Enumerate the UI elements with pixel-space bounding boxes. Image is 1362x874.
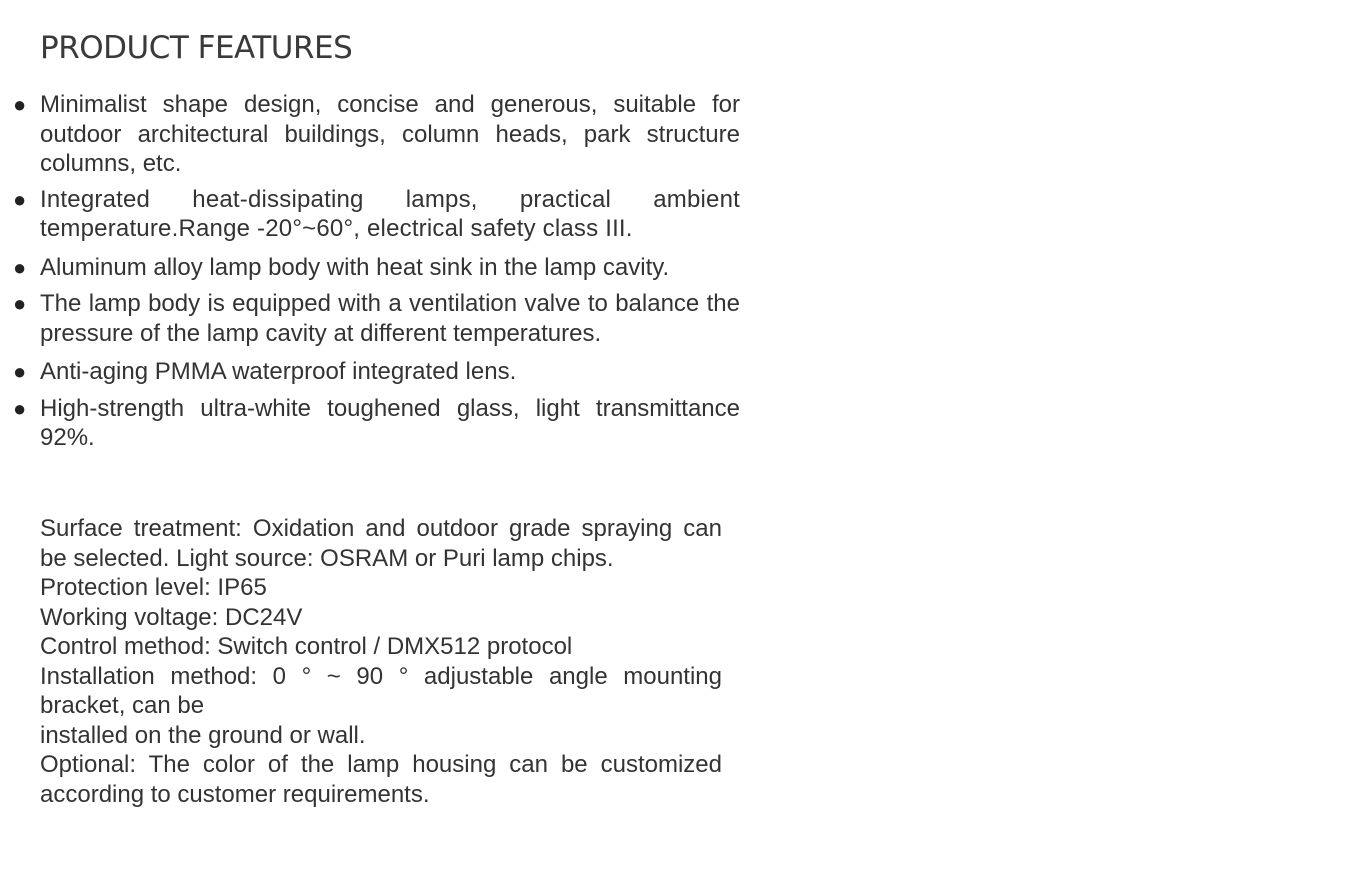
spec-installation-continued: installed on the ground or wall. bbox=[40, 721, 366, 749]
list-item bbox=[13, 357, 740, 387]
list-item bbox=[13, 90, 740, 179]
spec-protection-level: Protection level: IP65 bbox=[40, 574, 267, 601]
spec-control-method: Control method: Switch control / DMX512 protocol bbox=[40, 633, 573, 660]
bullet-icon: ● bbox=[13, 254, 27, 280]
feature-text: High-strength ultra-white toughened glass, light transmittance 92%. bbox=[40, 394, 740, 451]
list-item bbox=[13, 253, 740, 283]
spec-surface-treatment: Surface treatment: Oxidation and outdoor grade spraying can be selected. Light source: OSRAM or Puri lamp chips. bbox=[40, 515, 722, 572]
bullet-icon: ● bbox=[13, 291, 27, 316]
page-title: PRODUCT FEATURES bbox=[40, 30, 353, 66]
feature-text: Integrated heat-dissipating lamps, practical ambient temperature.Range -20°~60°, electrical safety class III. bbox=[40, 185, 740, 242]
specifications-block bbox=[40, 514, 722, 809]
spec-working-voltage: Working voltage: DC24V bbox=[40, 603, 303, 631]
bullet-icon: ● bbox=[13, 186, 27, 212]
feature-text: Aluminum alloy lamp body with heat sink in the lamp cavity. bbox=[40, 253, 670, 281]
list-item bbox=[13, 185, 740, 244]
bullet-icon: ● bbox=[13, 359, 27, 384]
spec-installation-method: Installation method: 0 ° ~ 90 ° adjustable angle mounting bracket, can be bbox=[40, 662, 722, 719]
spec-optional: Optional: The color of the lamp housing can be customized according to customer requirements. bbox=[40, 751, 722, 808]
feature-text: The lamp body is equipped with a ventilation valve to balance the pressure of the lamp cavity at different temperatures. bbox=[40, 290, 740, 347]
feature-text: Anti-aging PMMA waterproof integrated lens. bbox=[40, 358, 517, 385]
feature-list bbox=[13, 90, 740, 453]
list-item bbox=[13, 289, 740, 348]
bullet-icon: ● bbox=[13, 92, 27, 117]
list-item bbox=[13, 394, 740, 453]
feature-text: Minimalist shape design, concise and generous, suitable for outdoor architectural buildings, column heads, park structure columns, etc. bbox=[40, 91, 740, 177]
bullet-icon: ● bbox=[13, 395, 27, 421]
